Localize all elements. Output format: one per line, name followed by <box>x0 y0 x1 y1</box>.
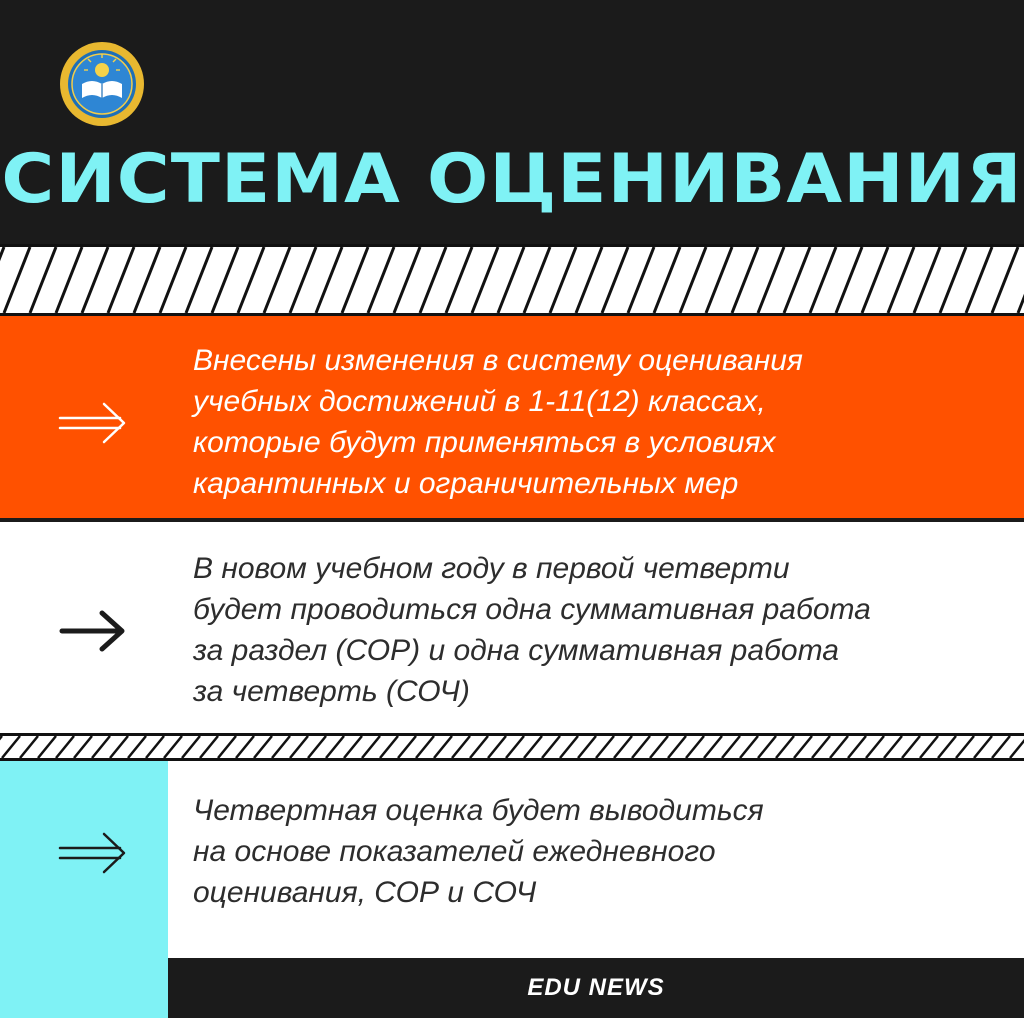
point-text-2: В новом учебном году в первой четверти будет проводиться одна суммативная работа за раздел (СОР) и одна суммативная работа за четверть (СОЧ) <box>193 552 871 708</box>
cyan-side-panel <box>0 761 168 1018</box>
point-text-1: Внесены изменения в систему оценивания учебных достижений в 1-11(12) классах, которые будут применяться в условиях карантинных и ограничительных мер <box>193 344 803 500</box>
footer <box>168 958 1024 1018</box>
arrow-right-icon <box>58 608 128 654</box>
double-arrow-right-icon <box>58 400 128 446</box>
footer-label: EDU NEWS <box>527 974 665 1001</box>
hatched-divider <box>0 733 1024 761</box>
header <box>0 0 1024 244</box>
double-arrow-right-icon <box>58 830 128 876</box>
point-text-3: Четвертная оценка будет выводиться на основе показателей ежедневного оценивания, СОР и СОЧ <box>193 794 764 909</box>
ministry-emblem-icon <box>58 40 146 128</box>
hatched-divider <box>0 244 1024 316</box>
page-title: СИСТЕМА ОЦЕНИВАНИЯ <box>1 140 1023 219</box>
